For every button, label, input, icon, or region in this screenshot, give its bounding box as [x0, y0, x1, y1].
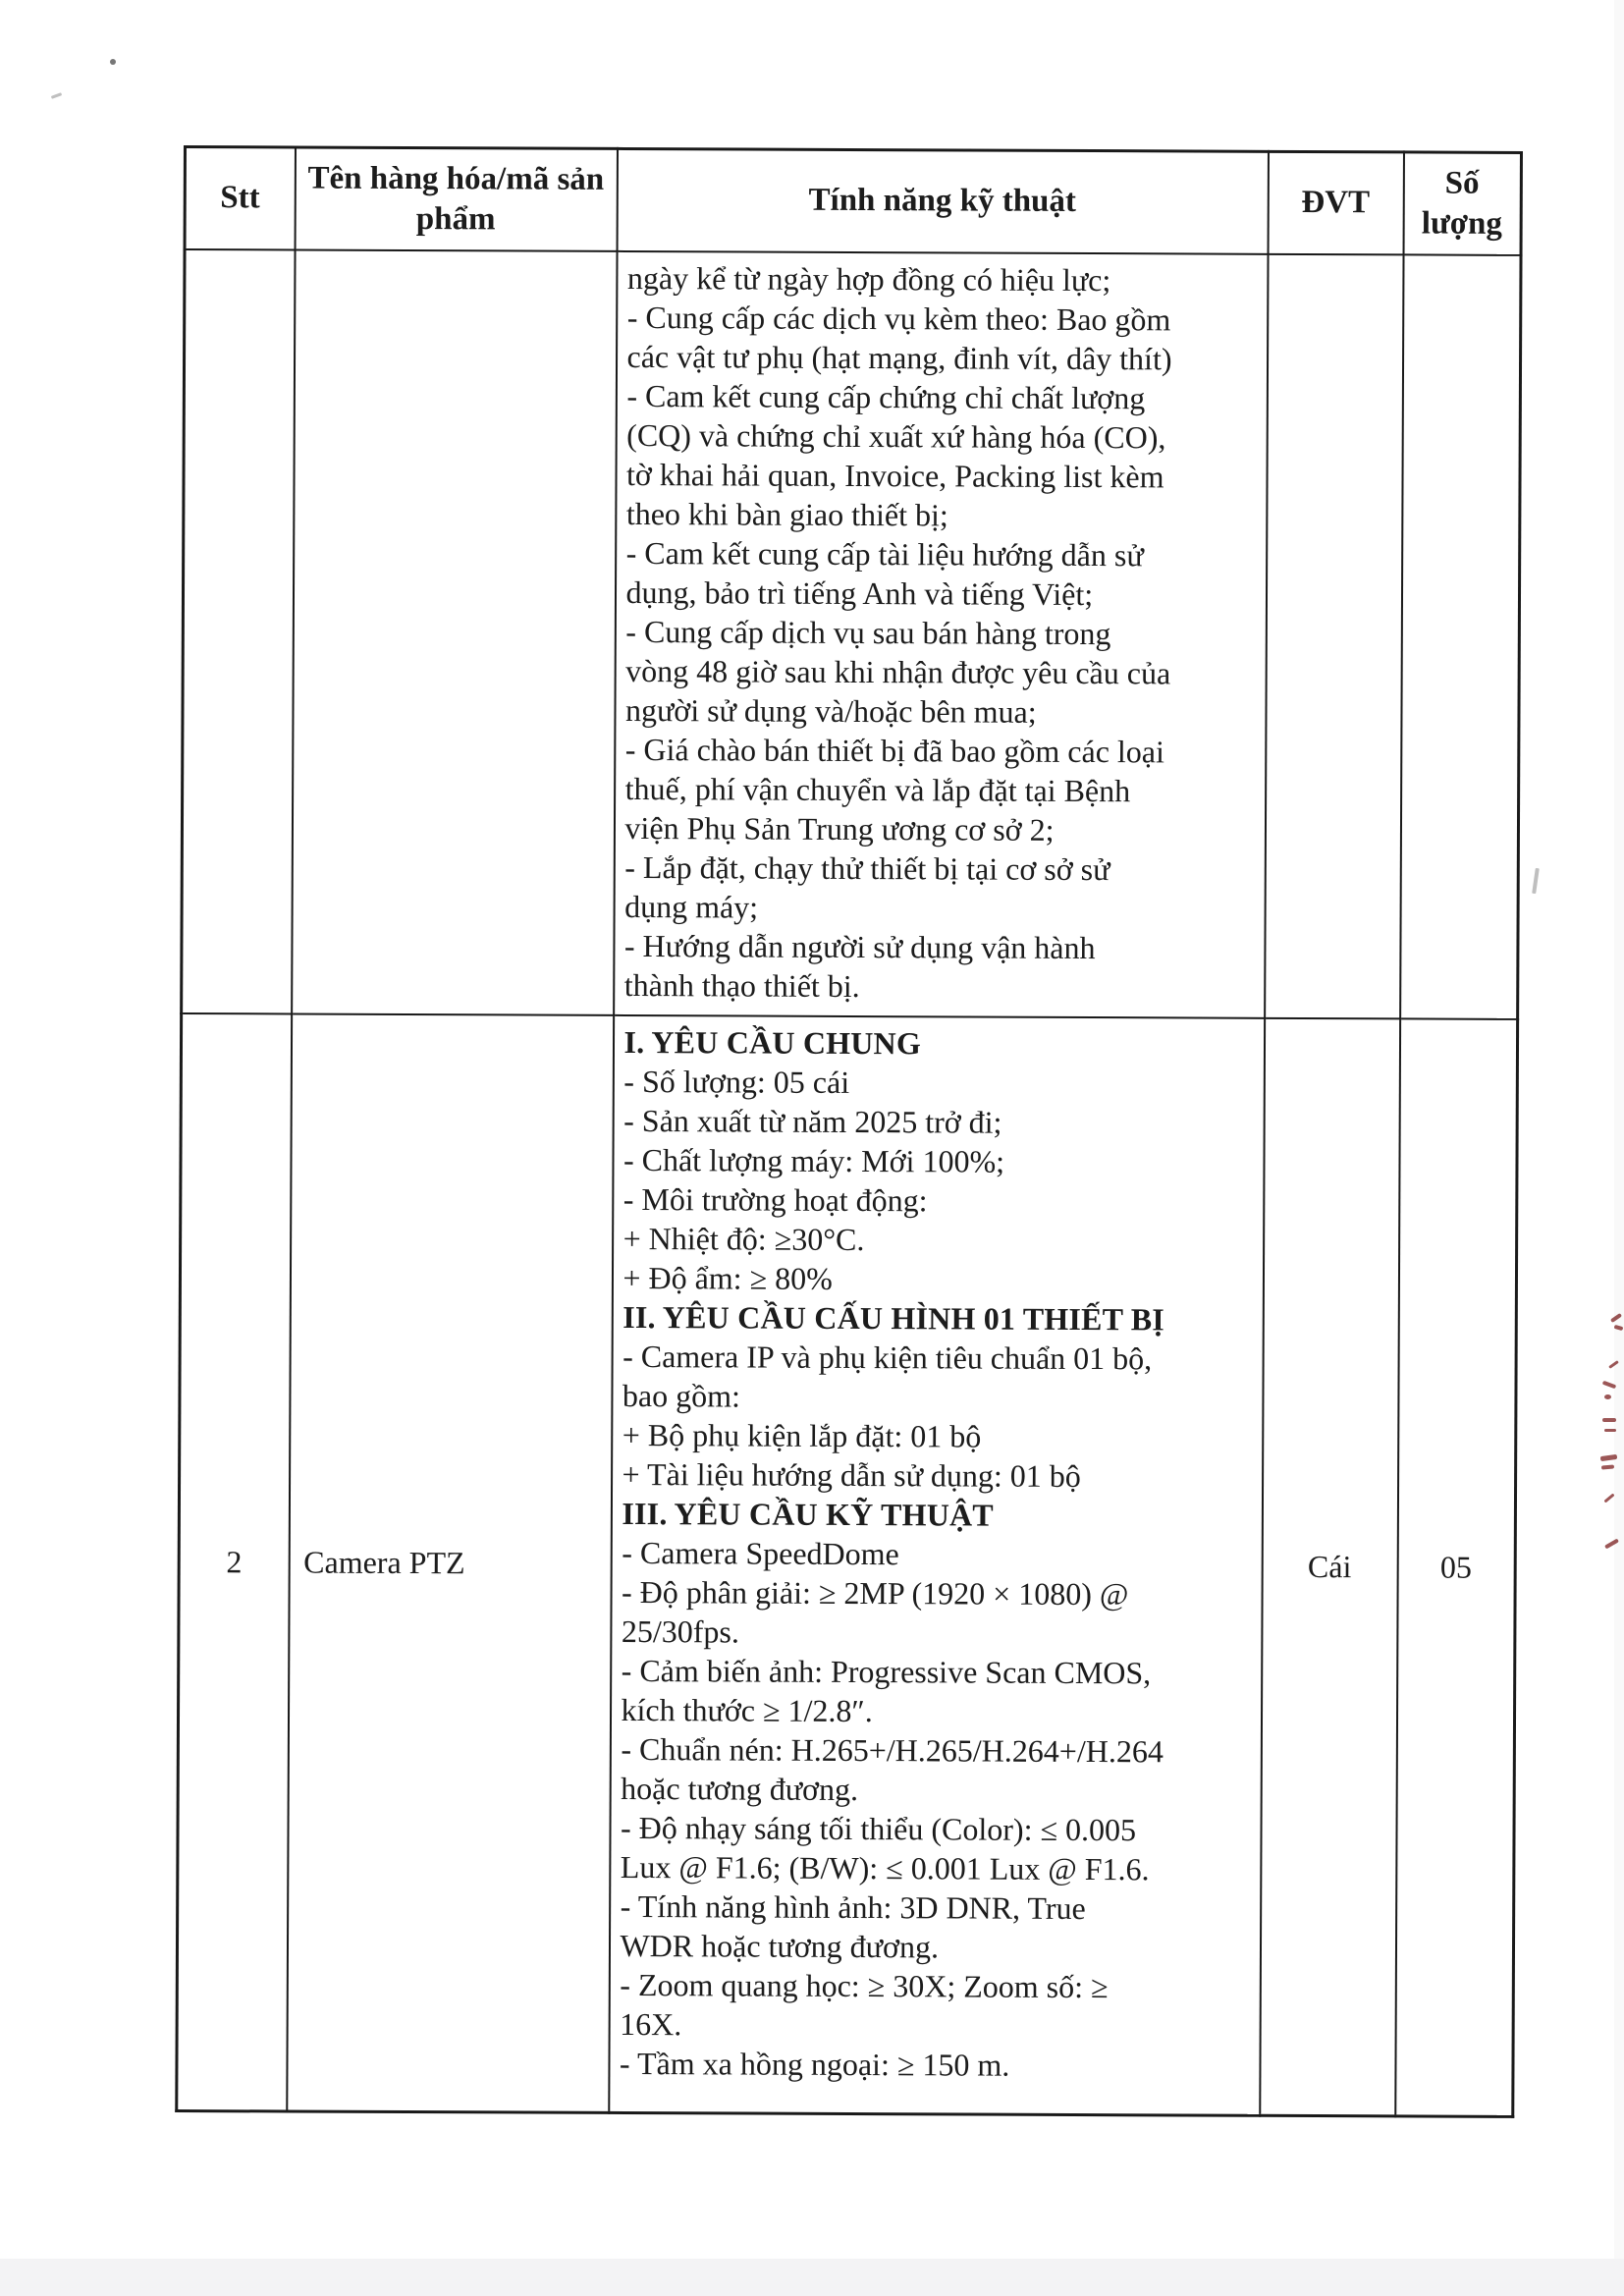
spec-line: + Bộ phụ kiện lắp đặt: 01 bộ — [622, 1416, 982, 1454]
spec-line: WDR hoặc tương đương. — [620, 1927, 940, 1964]
spec-line: vòng 48 giờ sau khi nhận được yêu cầu của — [625, 652, 1171, 690]
spec-line: - Chuẩn nén: H.265+/H.265/H.264+/H.264 — [621, 1730, 1164, 1769]
spec-line: kích thước ≥ 1/2.8″. — [621, 1691, 873, 1728]
pen-mark — [1601, 1464, 1614, 1469]
spec-line: người sử dụng và/hoặc bên mua; — [624, 691, 1037, 730]
spec-line: - Tính năng hình ảnh: 3D DNR, True — [620, 1887, 1086, 1926]
cell-product-name — [292, 249, 617, 1014]
cell-quantity: 05 — [1395, 1018, 1518, 2117]
scan-edge-band — [0, 2259, 1624, 2296]
cell-technical-specs — [614, 250, 1268, 1017]
spec-line: - Chất lượng máy: Mới 100%; — [623, 1141, 1005, 1179]
spec-line: thành thạo thiết bị. — [623, 966, 860, 1004]
spec-line: - Độ phân giải: ≥ 2MP (1920 × 1080) @ — [622, 1573, 1129, 1612]
spec-line: hoặc tương đương. — [621, 1770, 859, 1807]
column-header-unit: ĐVT — [1268, 151, 1403, 254]
spec-line: các vật tư phụ (hạt mạng, đinh vít, dây thít) — [626, 338, 1172, 376]
cell-unit — [1265, 253, 1403, 1018]
spec-line: 25/30fps. — [621, 1613, 739, 1649]
spec-line: - Cung cấp các dịch vụ kèm theo: Bao gồm — [626, 299, 1171, 337]
spec-line: - Hướng dẫn người sử dụng vận hành — [623, 927, 1096, 965]
scan-speck — [51, 92, 62, 99]
scan-edge-shadow — [1614, 0, 1624, 2296]
spec-line: - Lắp đặt, chạy thử thiết bị tại cơ sở sử — [624, 848, 1110, 887]
spec-line: thuế, phí vận chuyển và lắp đặt tại Bệnh — [624, 770, 1131, 808]
spec-line: III. YÊU CẦU KỸ THUẬT — [622, 1495, 994, 1533]
spec-line: viện Phụ Sản Trung ương cơ sở 2; — [624, 809, 1055, 847]
column-header-quantity: Số lượng — [1403, 152, 1521, 255]
spec-line: - Cảm biến ảnh: Progressive Scan CMOS, — [621, 1652, 1152, 1690]
spec-line: - Cam kết cung cấp tài liệu hướng dẫn sử — [625, 534, 1144, 573]
spec-line: - Cung cấp dịch vụ sau bán hàng trong — [625, 613, 1111, 651]
spec-line: - Camera SpeedDome — [622, 1534, 899, 1571]
specification-table-wrapper — [175, 145, 1523, 2118]
spec-line: + Nhiệt độ: ≥30°C. — [623, 1220, 865, 1257]
scan-smudge — [1532, 868, 1540, 894]
cell-technical-specs — [609, 1014, 1265, 2115]
spec-line: - Cam kết cung cấp chứng chỉ chất lượng — [626, 377, 1146, 415]
spec-line: - Môi trường hoạt động: — [623, 1180, 928, 1218]
table-row — [182, 249, 1521, 1019]
cell-unit: Cái — [1260, 1017, 1400, 2116]
spec-line: Lux @ F1.6; (B/W): ≤ 0.001 Lux @ F1.6. — [620, 1848, 1150, 1886]
spec-line: theo khi bàn giao thiết bị; — [625, 495, 948, 532]
scan-speck — [110, 59, 116, 65]
spec-line: - Camera IP và phụ kiện tiêu chuẩn 01 bộ, — [623, 1338, 1153, 1376]
spec-line: dụng máy; — [624, 888, 759, 925]
column-header-stt: Stt — [185, 147, 295, 249]
spec-line: tờ khai hải quan, Invoice, Packing list kèm — [625, 456, 1164, 494]
specification-table — [175, 145, 1523, 2118]
spec-line: - Số lượng: 05 cái — [623, 1063, 850, 1100]
spec-line: - Zoom quang học: ≥ 30X; Zoom số: ≥ — [620, 1966, 1109, 2004]
column-header-technical-specs: Tính năng kỹ thuật — [617, 148, 1268, 253]
spec-line: 16X. — [620, 2005, 682, 2042]
cell-stt: 2 — [177, 1012, 292, 2110]
spec-line: + Tài liệu hướng dẫn sử dụng: 01 bộ — [622, 1455, 1081, 1494]
spec-line: ngày kể từ ngày hợp đồng có hiệu lực; — [626, 259, 1111, 298]
header-row — [185, 147, 1521, 255]
column-header-product-name: Tên hàng hóa/mã sản phẩm — [295, 147, 617, 250]
spec-line: - Giá chào bán thiết bị đã bao gồm các loại — [624, 731, 1165, 769]
cell-stt — [182, 249, 295, 1013]
cell-product-name: Camera PTZ — [287, 1013, 614, 2112]
spec-line: - Độ nhạy sáng tối thiểu (Color): ≤ 0.005 — [620, 1809, 1137, 1847]
spec-line: - Sản xuất từ năm 2025 trở đi; — [623, 1102, 1002, 1140]
spec-line: dụng, bảo trì tiếng Anh và tiếng Việt; — [625, 574, 1094, 612]
cell-quantity — [1400, 254, 1521, 1019]
spec-line: II. YÊU CẦU CẤU HÌNH 01 THIẾT BỊ — [623, 1298, 1165, 1337]
spec-line: (CQ) và chứng chỉ xuất xứ hàng hóa (CO), — [626, 416, 1166, 455]
spec-line: - Tầm xa hồng ngoại: ≥ 150 m. — [619, 2045, 1010, 2083]
spec-line: I. YÊU CẦU CHUNG — [623, 1023, 922, 1061]
table-row — [177, 1012, 1518, 2116]
spec-line: bao gồm: — [622, 1377, 741, 1413]
pen-mark — [1603, 1493, 1614, 1503]
spec-line: + Độ ẩm: ≥ 80% — [623, 1259, 833, 1296]
pen-mark — [1604, 1394, 1611, 1399]
